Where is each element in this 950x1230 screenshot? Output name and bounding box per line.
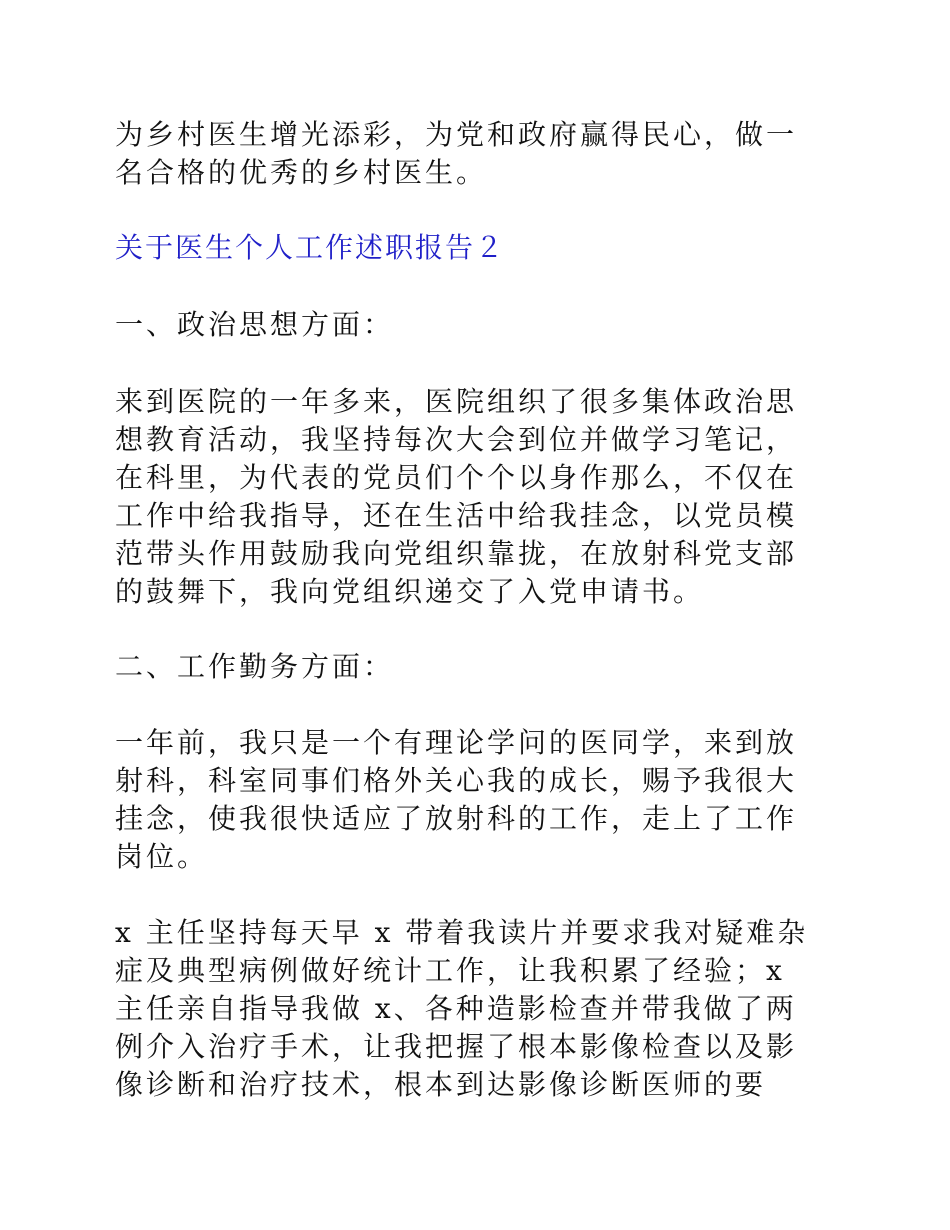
paragraph-work xyxy=(115,724,835,876)
text-line: 例介入治疗手术，让我把握了根本影像检查以及影 xyxy=(115,1030,798,1063)
text-line: 为乡村医生增光添彩，为党和政府赢得民心，做一 xyxy=(115,118,798,151)
text-line: 症及典型病例做好统计工作，让我积累了经验；x xyxy=(115,954,785,987)
text-line: 主任亲自指导我做 x、各种造影检查并带我做了两 xyxy=(115,992,797,1025)
text-line: 的鼓舞下，我向党组织递交了入党申请书。 xyxy=(115,575,705,608)
text-line: 射科，科室同事们格外关心我的成长，赐予我很大 xyxy=(115,764,798,797)
subheading-work: 二、工作勤务方面： xyxy=(115,650,395,683)
text-line: 来到医院的一年多来，医院组织了很多集体政治思 xyxy=(115,385,798,418)
text-line: 工作中给我指导，还在生活中给我挂念，以党员模 xyxy=(115,499,798,532)
text-line: 一年前，我只是一个有理论学问的医同学，来到放 xyxy=(115,726,798,759)
paragraph-politics xyxy=(115,383,835,611)
text-line: 范带头作用鼓励我向党组织靠拢，在放射科党支部 xyxy=(115,537,798,570)
paragraph-director xyxy=(115,914,835,1104)
text-line: x 主任坚持每天早 x 带着我读片并要求我对疑难杂 xyxy=(115,916,809,949)
text-line: 挂念，使我很快适应了放射科的工作，走上了工作 xyxy=(115,802,798,835)
section-title: 关于医生个人工作述职报告２ xyxy=(115,231,506,264)
text-line: 像诊断和治疗技术，根本到达影像诊断医师的要 xyxy=(115,1068,767,1101)
text-line: 名合格的优秀的乡村医生。 xyxy=(115,156,488,189)
text-line: 在科里，为代表的党员们个个以身作那么，不仅在 xyxy=(115,461,798,494)
text-line: 岗位。 xyxy=(115,840,209,873)
subheading-politics: 一、政治思想方面： xyxy=(115,308,395,341)
paragraph-continuation xyxy=(115,116,835,192)
text-line: 想教育活动，我坚持每次大会到位并做学习笔记， xyxy=(115,423,798,456)
